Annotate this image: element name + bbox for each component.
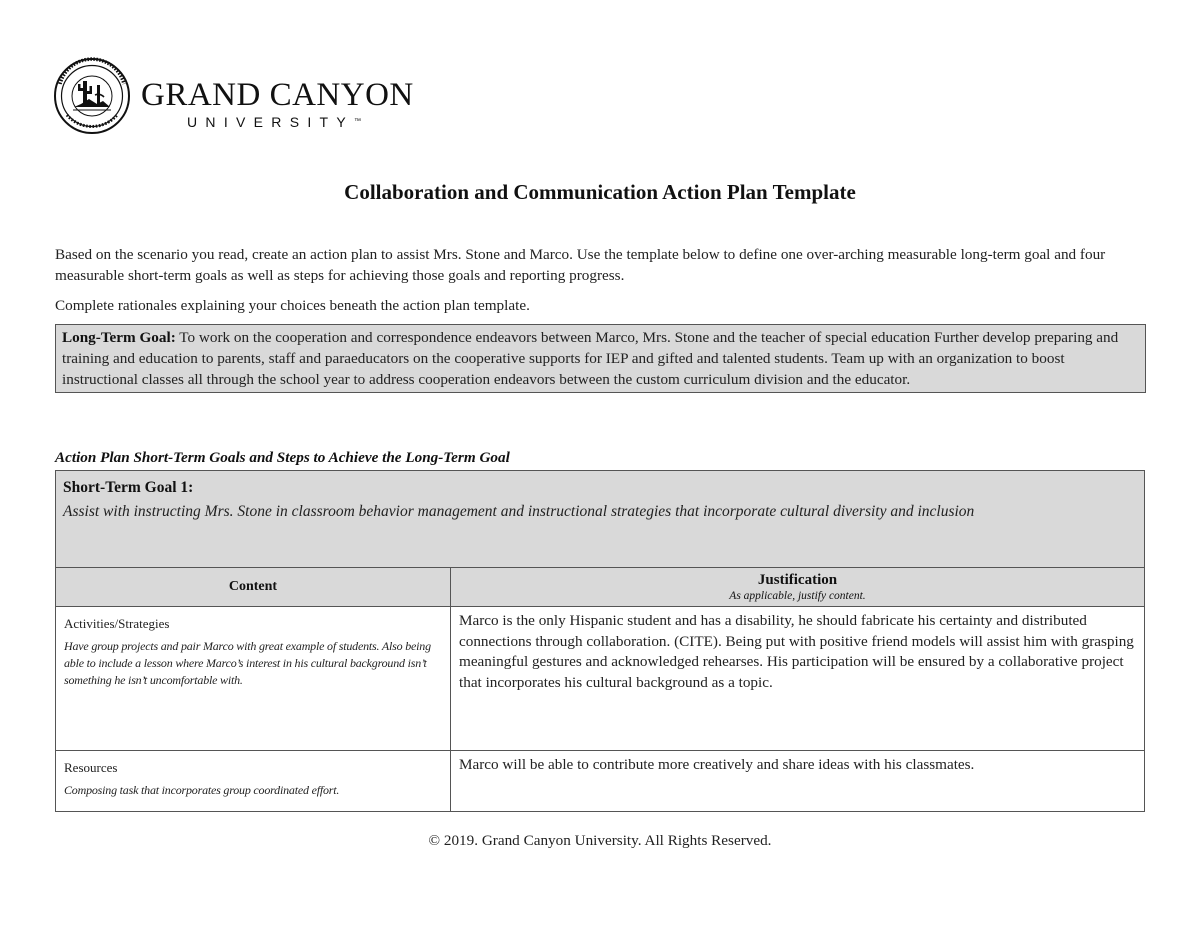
table-row <box>56 607 1145 751</box>
section-heading: Action Plan Short-Term Goals and Steps to Achieve the Long-Term Goal <box>55 449 510 466</box>
logo-sub: UNIVERSITY <box>187 114 355 130</box>
justification-subtitle: As applicable, justify content. <box>729 589 866 602</box>
short-term-goal-table <box>55 470 1145 812</box>
university-wordmark <box>141 79 414 130</box>
row-label: Activities/Strategies <box>64 616 170 631</box>
logo-name: GRAND CANYON <box>141 77 414 113</box>
copyright-footer: © 2019. Grand Canyon University. All Rights Reserved. <box>428 832 772 849</box>
long-term-goal-box <box>55 324 1146 393</box>
content-column-header: Content <box>56 568 451 607</box>
justification-column-header <box>451 568 1145 607</box>
short-term-goal-header-row <box>56 471 1145 568</box>
trademark-mark: ™ <box>354 118 362 125</box>
row-label: Resources <box>64 760 118 775</box>
long-term-goal-text: To work on the cooperation and correspondence endeavors between Marco, Mrs. Stone and the teacher of special education Further develop preparing and training and education to parents, staff and paraeducators on the cooperative supports for IEP and gifted and talented students. Team up with an organization to boost instructional classes all through the school year to address cooperation endeavors between the custom curriculum division and the educator. <box>62 329 1119 389</box>
document-title: Collaboration and Communication Action Plan Template <box>344 180 856 204</box>
university-seal-icon <box>53 57 131 135</box>
justification-cell: Marco will be able to contribute more creatively and share ideas with his classmates. <box>451 751 1145 812</box>
content-cell <box>56 607 451 751</box>
short-term-goal-title: Short-Term Goal 1: <box>63 479 194 496</box>
rationale-instruction: Complete rationales explaining your choices beneath the action plan template. <box>55 297 530 314</box>
intro-paragraph: Based on the scenario you read, create an action plan to assist Mrs. Stone and Marco. Use the template below to define one over-arching measurable long-term goal and four measurable short-term goals as well as steps for achieving those goals and reporting progress. <box>55 246 1106 284</box>
table-row <box>56 751 1145 812</box>
row-detail: Have group projects and pair Marco with great example of students. Also being able to include a lesson where Marco’s interest in his cultural background isn’t something he isn’t uncomfortable with. <box>64 639 431 687</box>
content-cell <box>56 751 451 812</box>
long-term-goal-label: Long-Term Goal: <box>62 329 176 346</box>
short-term-goal-description: Assist with instructing Mrs. Stone in classroom behavior management and instructional strategies that incorporate cultural diversity and inclusion <box>63 503 975 520</box>
university-logo <box>53 57 453 137</box>
column-header-row <box>56 568 1145 607</box>
justification-cell: Marco is the only Hispanic student and has a disability, he should fabricate his certainty and distributed connections through collaboration. (CITE). Being put with positive friend models will assist him with grasping meaningful gestures and acknowledged rehearses. His participation will be ensured by a collaborative project that incorporates his cultural background as a topic. <box>451 607 1145 751</box>
row-detail: Composing task that incorporates group coordinated effort. <box>64 783 340 797</box>
justification-title: Justification <box>757 571 838 588</box>
